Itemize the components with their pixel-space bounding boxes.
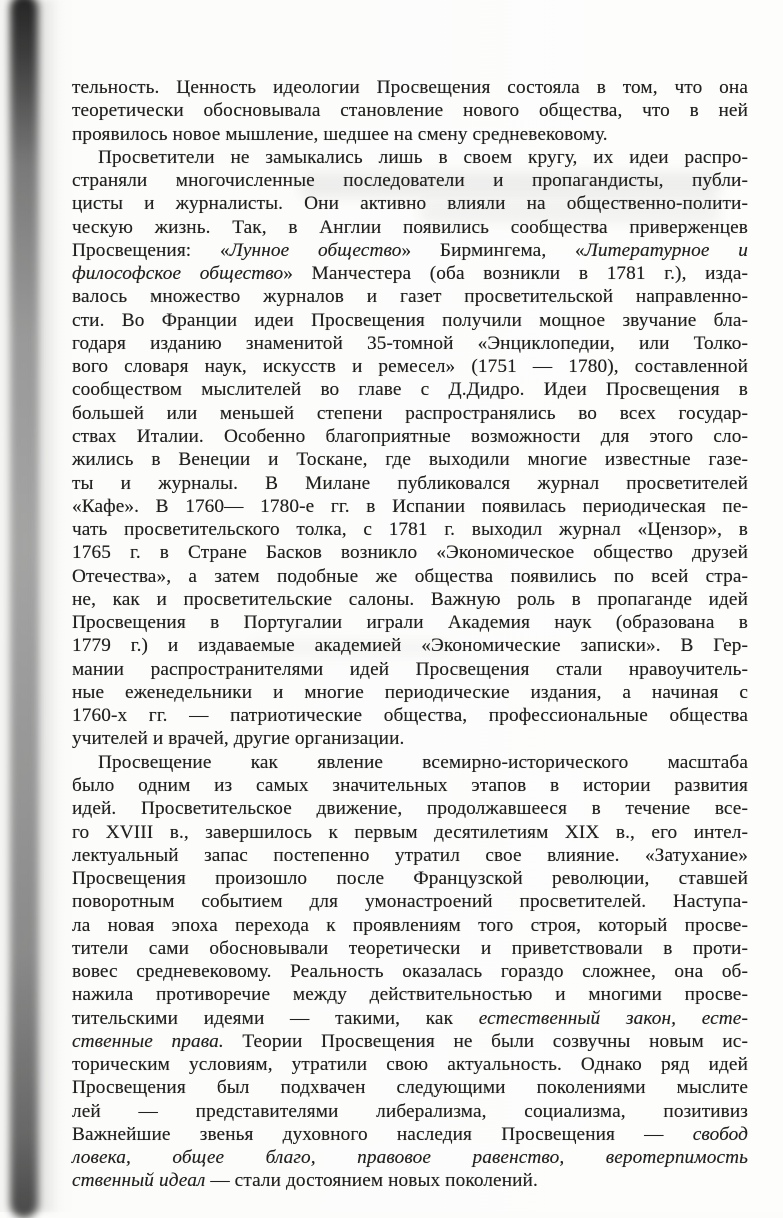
italic-run: Лунное общество: [229, 239, 402, 261]
text-line: ные еженедельники и многие периодические издания, а начиная с: [72, 681, 748, 703]
text-line: вого словаря наук, искусств и ремесел» (1751 — 1780), составленной: [72, 356, 748, 378]
text-line: идей. Просветительское движение, продолжавшееся в течение все-: [72, 798, 748, 820]
text-line: ческую жизнь. Так, в Англии появились сообщества приверженцев: [72, 216, 748, 238]
text-line: цисты и журналисты. Они активно влияли на общественно-полити-: [72, 193, 748, 215]
text-line: учителей и врачей, другие организации.: [72, 728, 405, 750]
text-line: Просветители не замыкались лишь в своем кругу, их идеи распро-: [98, 146, 748, 168]
text-line: ла новая эпоха перехода к проявлениям того строя, который просве-: [72, 914, 748, 936]
italic-run: ственные права.: [72, 1030, 224, 1052]
text-line: 1765 г. в Стране Басков возникло «Экономическое общество друзей: [72, 542, 748, 564]
text-line: Просвещение как явление всемирно-исторического масштаба: [98, 751, 748, 773]
text-line: жились в Венеции и Тоскане, где выходили многие известные газе-: [72, 449, 748, 471]
italic-run: философское общество: [72, 263, 284, 285]
text-line: торическим условиям, утратили свою актуальность. Однако ряд идей: [72, 1054, 748, 1076]
text-line: ты и журналы. В Милане публиковался журнал просветителей: [72, 472, 748, 494]
text-line: Важнейшие звенья духовного наследия Просвещения — свобод: [72, 1123, 748, 1145]
text-line: тительскими идеями — такими, как естественный закон, есте-: [72, 1007, 748, 1029]
italic-run: ловека, общее благо, правовое равенство, веротерпимость: [72, 1147, 748, 1169]
text-line: тельность. Ценность идеологии Просвещения состояла в том, что она: [72, 77, 748, 98]
text-line: го XVIII в., завершилось к первым десятилетиям XIX в., его интел-: [72, 821, 748, 843]
text-line: сообществом мыслителей во главе с Д.Дидро. Идеи Просвещения в: [72, 379, 748, 401]
text-line: Отечества», а затем подобные же общества появились по всей стра-: [72, 565, 748, 587]
text-line: 1779 г.) и издаваемые академией «Экономические записки». В Гер-: [72, 635, 748, 657]
page-text-block: [72, 76, 748, 1193]
italic-run: Литературное и: [584, 239, 748, 261]
text-line: валось множество журналов и газет просветительской направленно-: [72, 286, 748, 308]
text-line: мании распространителями идей Просвещения стали нравоучитель-: [72, 658, 748, 680]
text-line: чать просветительского толка, с 1781 г. выходил журнал «Цензор», в: [72, 519, 748, 541]
text-line: теоретически обосновывала становление нового общества, что в ней: [72, 100, 748, 122]
text-line: нажила противоречие между действительностью и многими просве-: [72, 984, 748, 1006]
text-line: поворотным событием для умонастроений просветителей. Наступа-: [72, 891, 748, 913]
text-line: Просвещения был подхвачен следующими поколениями мыслите: [72, 1077, 748, 1099]
text-line: большей или меньшей степени распространялись во всех государ-: [72, 402, 748, 424]
text-line: лектуальный запас постепенно утратил свое влияние. «Затухание»: [72, 844, 748, 866]
text-line: было одним из самых значительных этапов в истории развития: [72, 774, 748, 796]
text-line: не, как и просветительские салоны. Важную роль в пропаганде идей: [72, 588, 748, 610]
text-line: Просвещения: «Лунное общество» Бирмингема, «Литературное и: [72, 239, 748, 261]
text-line: годаря изданию знаменитой 35-томной «Энциклопедии, или Толко-: [72, 332, 748, 354]
text-line: ственные права. Теории Просвещения не были созвучны новым ис-: [72, 1030, 748, 1052]
text-line: сти. Во Франции идеи Просвещения получили мощное звучание бла-: [72, 309, 748, 331]
spine-soft-shadow: [34, 0, 60, 1212]
italic-run: ственный идеал: [72, 1170, 206, 1192]
text-line: проявилось новое мышление, шедшее на смену средневековому.: [72, 123, 608, 145]
text-line: Просвещения произошло после Французской революции, ставшей: [72, 868, 748, 890]
text-line: тители сами обосновывали теоретически и приветствовали в проти-: [72, 937, 748, 959]
text-line: [72, 1146, 748, 1169]
text-line: лей — представителями либерализма, социализма, позитивиз: [72, 1100, 748, 1122]
text-line: страняли многочисленные последователи и пропагандисты, публи-: [72, 170, 748, 192]
text-line: 1760-х гг. — патриотические общества, профессиональные общества: [72, 705, 748, 727]
text-line: вовес средневековому. Реальность оказалась гораздо сложнее, она об-: [72, 961, 748, 983]
text-line: ственный идеал — стали достоянием новых поколений.: [72, 1170, 538, 1192]
text-line: Просвещения в Португалии играли Академия наук (образована в: [72, 612, 748, 634]
italic-run: естественный закон, есте-: [478, 1007, 748, 1029]
text-line: философское общество» Манчестера (оба возникли в 1781 г.), изда-: [72, 263, 749, 285]
italic-run: свобод: [692, 1123, 748, 1145]
text-line: «Кафе». В 1760— 1780-е гг. в Испании появилась периодическая пе-: [72, 495, 748, 517]
text-line: ствах Италии. Особенно благоприятные возможности для этого сло-: [72, 425, 748, 447]
